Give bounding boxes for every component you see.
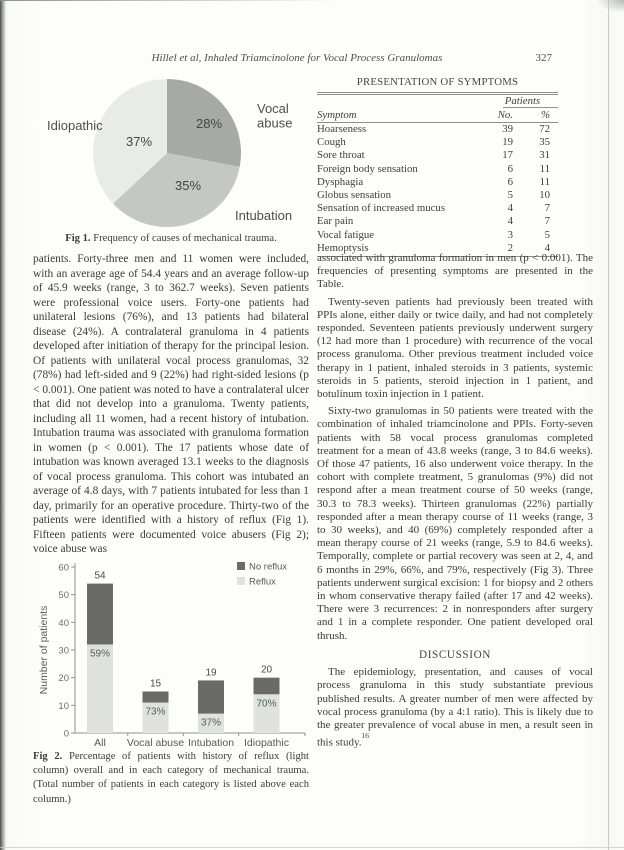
percent-cell: 11 [539,175,550,188]
no-cell: 6 [507,175,513,188]
symptom-cell: Cough [317,136,346,149]
bar-percent-label: 59% [89,648,111,660]
body-paragraph: patients. Forty-three men and 11 women were included, with an average age of 54.4 years and an average follow-up of 45.9 weeks (range, 3 to 362.7 weeks). Seven patients were professional voice users. Forty-one patients had unilateral lesions (76%), and 13 patients had bilateral disease (24%). A contralateral granuloma in 4 patients developed after initiation of therapy for the principal lesion. Of patients with unilateral vocal process granulomas, 32 (78%) had left-sided and 9 (22%) had right-sided lesions (p < 0.001). One patient was noted to have a contralateral ulcer that did not develop into a granuloma. Twenty patients, including all 11 women, had a recent history of intubation. Intubation trauma was associated with granuloma formation in women (p < 0.001). The 17 patients whose date of intubation was known averaged 13.1 weeks to the diagnosis of vocal process granuloma. This cohort was intubated an average of 4.8 days, with 7 patients intubated for less than 1 day, primarily for an operative procedure. Thirty-two of the patients were identified with a history of reflux (Fig 1). Fifteen patients were documented voice abusers (Fig 2); voice abuse was [33,253,309,555]
table-row [317,202,558,215]
x-category-label: Intubation [187,737,235,749]
scan-edge-left [0,0,6,850]
percent-cell: 7 [544,215,550,228]
bar-total-label: 20 [260,664,273,676]
body-paragraph: associated with granuloma formation in men (p < 0.001). The frequencies of presenting symptoms are presented in the Table. [317,252,593,291]
pie-slice-label-vocal-abuse: Vocal abuse [257,101,293,131]
bar-percent-label: 73% [145,706,166,718]
table-group-header-label: Patients [504,95,541,107]
running-head: Hillel et al, Inhaled Triamcinolone for Vocal Process Granulomas [151,52,443,64]
percent-cell: 5 [544,228,550,241]
figure-1-caption [33,232,309,246]
legend-label-no-reflux: No reflux [249,561,288,573]
bar-total-label: 19 [205,667,217,679]
y-tick-label: 0 [63,728,69,740]
bar-segment-no-reflux [198,680,224,713]
figure-1-caption-text: Frequency of causes of mechanical trauma. [93,233,277,244]
column-header-symptom: Symptom [317,109,357,121]
scan-edge-right [608,0,609,850]
fig1-pie-chart [33,68,309,230]
percent-cell: 7 [544,202,550,215]
x-category-label: Idiopathic [244,737,289,749]
y-tick-label: 60 [58,562,69,574]
figure-1 [33,68,309,254]
no-cell: 17 [502,149,513,162]
scan-edge-bottom [0,847,624,848]
no-cell: 4 [507,215,513,228]
y-tick-label: 20 [58,673,69,685]
figure-2-caption-label: Fig 2. [33,751,63,762]
scan-corner-top-right [598,0,624,12]
table-row [317,189,558,202]
pie-percent-label: 37% [125,134,153,149]
figure-1-caption-label: Fig 1. [65,233,91,244]
no-cell: 4 [507,202,513,215]
no-cell: 6 [507,162,513,175]
percent-cell: 35 [539,136,550,149]
symptom-cell: Sensation of increased mucus [317,202,446,215]
x-category-label: Vocal abuse [126,737,185,749]
pie-slice-label-intubation: Intubation [235,208,293,223]
bar-percent-label: 37% [200,717,222,729]
y-tick-label: 50 [58,590,69,602]
table-row [317,136,558,149]
column-header-no: No. [497,109,513,121]
table-row [317,176,558,189]
table-column-header-row [317,108,558,121]
bar-segment-no-reflux [143,692,169,703]
legend-swatch-no-reflux [237,562,245,570]
figure-2-caption-text: Percentage of patients with history of reflux (light column) overall and in each category of mechanical trauma. (Total number of patients in each category is listed above each column.) [33,751,309,805]
symptoms-table [317,76,558,257]
table-row [317,215,558,228]
no-cell: 19 [502,136,513,149]
body-paragraph [317,666,593,750]
percent-cell: 10 [539,189,550,202]
table-row [317,163,558,176]
y-axis-title: Number of patients [38,605,50,695]
table-row [317,229,558,242]
no-cell: 39 [502,123,513,135]
symptom-cell: Ear pain [317,215,354,228]
table-row [317,149,558,162]
left-column-text [33,252,309,557]
percent-cell: 72 [539,123,550,135]
no-cell: 3 [507,228,513,241]
x-category-label: All [94,737,106,749]
figure-2-caption [33,750,309,807]
symptom-cell: Hemoptysis [317,241,369,254]
right-column-text [317,252,593,750]
pie-percent-label: 35% [174,178,202,193]
symptom-cell: Vocal fatigue [317,228,375,241]
percent-cell: 11 [539,162,550,175]
symptom-cell: Foreign body sensation [317,162,418,175]
symptom-cell: Sore throat [317,149,365,162]
body-paragraph: Sixty-two granulomas in 50 patients were treated with the combination of inhaled triamcinolone and PPIs. Forty-seven patients with 58 vocal process granulomas completed treatment for a mean of 43.8 weeks (range, 3 to 84.6 weeks). Of those 47 patients, 16 also underwent voice therapy. In the cohort with complete treatment, 5 granulomas (9%) did not respond after a mean treatment course of 50 weeks (range, 30.3 to 78.3 weeks). Thirteen granulomas (22%) partially responded after a mean therapy course of 11 weeks (range, 3 to 30 weeks), and 40 (69%) completely responded after a mean therapy course of 21 weeks (range, 5.9 to 84.6 weeks). Temporally, complete or partial recovery was seen at 2, 4, and 6 months in 29%, 66%, and 79%, respectively (Fig 3). Three patients underwent surgical excision: 1 for biopsy and 2 others in whom conservative therapy failed (after 17 and 42 weeks). There were 3 recurrences: 2 in nonresponders after surgery and 1 in a complete responder. One patient developed oral thrush. [317,405,593,642]
reference-superscript: 16 [361,730,370,740]
bar-total-label: 54 [94,570,106,582]
no-cell: 5 [507,189,513,202]
figure-2 [33,556,313,752]
table-row [317,123,558,136]
bar-percent-label: 70% [256,698,277,710]
bar-total-label: 15 [149,678,162,690]
scan-edge-top [0,0,340,1]
symptom-cell: Globus sensation [317,189,392,202]
discussion-heading: DISCUSSION [419,648,491,661]
y-tick-label: 40 [58,617,69,629]
table-group-header [317,95,558,107]
no-cell: 2 [507,241,513,254]
column-header-percent: % [541,109,550,121]
page-number: 327 [535,52,552,64]
discussion-paragraph-text: The epidemiology, presentation, and causes of vocal process granuloma in this study substantiate previous published results. A greater number of men were affected by vocal process granuloma (by a 4:1 ratio). This is likely due to the greater prevalence of vocal abuse in men, a result seen in this study. [317,666,593,749]
y-tick-label: 30 [58,645,69,657]
bar-segment-no-reflux [87,584,113,645]
pie-slice-label-idiopathic: Idiopathic [47,118,103,133]
bar-segment-no-reflux [254,678,280,695]
percent-cell: 31 [539,149,550,162]
symptoms-table-body [317,123,558,255]
fig2-bar-chart [33,556,313,752]
pie-percent-label: 28% [195,116,223,131]
y-tick-label: 10 [58,700,69,712]
percent-cell: 4 [544,241,550,254]
body-paragraph: Twenty-seven patients had previously been treated with PPIs alone, either daily or twice daily, and had not completely responded. Seventeen patients previously underwent surgery (12 had more than 1 procedure) with recurrence of the vocal process granuloma. Other previous treatment included voice therapy in 1 patient, inhaled steroids in 3 patients, systemic steroids in 5 patients, steroid injection in 1 patient, and botulinum toxin injection in 1 patient. [317,295,593,401]
table-title: PRESENTATION OF SYMPTOMS [356,76,519,88]
symptom-cell: Hoarseness [317,123,367,135]
legend-label-reflux: Reflux [249,576,276,588]
symptom-cell: Dysphagia [317,175,364,188]
legend-swatch-reflux [237,577,245,585]
